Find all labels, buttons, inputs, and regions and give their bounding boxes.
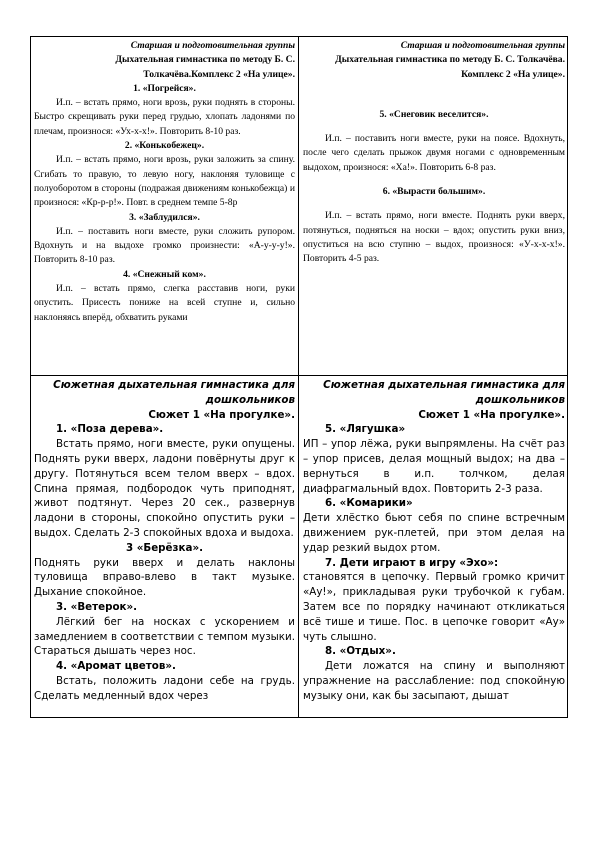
exercise-title: 1. «Погрейся». bbox=[133, 82, 196, 94]
exercise-title: 3 «Берёзка». bbox=[125, 541, 204, 554]
column-divider bbox=[298, 37, 299, 717]
exercise-text: Встать, положить ладони себе на грудь. Сделать медленный вдох через bbox=[34, 674, 295, 702]
exercise-title: 5. «Снеговик веселится». bbox=[379, 108, 489, 120]
cell-bottom-right bbox=[303, 378, 565, 716]
exercise-text: Поднять руки вверх и делать наклоны туловища вправо-влево в такт музыке. Дыхание спокойное. bbox=[34, 556, 295, 599]
method-heading: Дыхательная гимнастика по методу Б. С. Толкачёва. Комплекс 2 «На улице». bbox=[335, 54, 565, 80]
exercise-title: 2. «Конькобежец». bbox=[124, 140, 205, 152]
exercise-text: И.п. – встать прямо, ноги врозь, руки заложить за спину. Сгибать то правую, то левую ногу, наклоняя туловище с полуоборотом в стороны (подражая движениям конькобежца) и произнося: «Кр-р-р!». Повт. в среднем темпе 5-8р bbox=[34, 154, 295, 209]
exercise-title: 4. «Снежный ком». bbox=[123, 268, 206, 280]
subject-heading: Сюжет 1 «На прогулке». bbox=[148, 408, 295, 421]
exercise-text: И.п. – поставить ноги вместе, руки сложить рупором. Вдохнуть и на выдохе громко произнести: «А-у-у-у!». Повторить 8-10 раз. bbox=[34, 225, 295, 266]
section-heading: Сюжетная дыхательная гимнастика для дошкольников bbox=[323, 379, 565, 406]
exercise-text: ИП – упор лёжа, руки выпрямлены. На счёт раз – упор присев, делая мощный выдох; на два – вернуться в и.п. толчком, делая диафрагмальный вдох. Повторить 2-3 раза. bbox=[303, 438, 565, 495]
exercise-table bbox=[30, 36, 568, 718]
exercise-text: становятся в цепочку. Первый громко кричит «Ау!», прикладывая руки трубочкой к губам. Затем все по порядку начинают откликаться всё тише и тише. Пос. в цепочке говорит «Ау» чуть слышно. bbox=[303, 571, 565, 643]
cell-top-left bbox=[34, 39, 295, 373]
subject-heading: Сюжет 1 «На прогулке». bbox=[418, 408, 565, 421]
row-divider bbox=[31, 375, 567, 376]
exercise-text: И.п. – встать прямо, слегка расставив ноги, руки опустить. Присесть пониже на всей ступне и, сильно наклоняясь вперёд, обхватить руками bbox=[34, 283, 295, 323]
exercise-text: И.п. – встать прямо, ноги вместе. Поднять руки вверх, потянуться, подняться на носки – вдох; опустить руки вниз, опуститься на всю ступню – выдох, произнося: «У-х-х-х!». Повторить 4-5 раз. bbox=[303, 210, 565, 265]
exercise-title: 8. «Отдых». bbox=[325, 645, 396, 658]
exercise-text: Лёгкий бег на носках с ускорением и замедлением в соответствии с темпом музыки. Стараться дышать через нос. bbox=[34, 615, 295, 658]
section-heading: Сюжетная дыхательная гимнастика для дошкольников bbox=[53, 379, 295, 406]
cell-bottom-left bbox=[34, 378, 295, 716]
group-heading: Старшая и подготовительная группы bbox=[130, 40, 295, 51]
exercise-title: 4. «Аромат цветов». bbox=[56, 660, 176, 673]
exercise-title: 6. «Комарики» bbox=[325, 497, 413, 510]
group-heading: Старшая и подготовительная группы bbox=[400, 40, 565, 51]
exercise-title: 1. «Поза дерева». bbox=[56, 423, 164, 436]
exercise-title: 5. «Лягушка» bbox=[325, 423, 406, 436]
exercise-title: 7. Дети играют в игру «Эхо»: bbox=[325, 556, 499, 569]
exercise-title: 3. «Ветерок». bbox=[56, 600, 138, 613]
exercise-text: Дети ложатся на спину и выполняют упражнение на расслабление: под спокойную музыку они, как бы засыпают, дышат bbox=[303, 660, 565, 702]
exercise-text: Встать прямо, ноги вместе, руки опущены. Поднять руки вверх, ладони повёрнуты друг к другу. Потянуться всем телом вверх – вдох. Спина прямая, подбородок чуть приподнят, живот подтянут. Через 20 сек., развернув ладони в стороны, спокойно опустить руки – выдох. Сделать 2-3 спокойных вдоха и выдоха. bbox=[34, 438, 295, 539]
exercise-title: 6. «Вырасти большим». bbox=[382, 186, 486, 198]
method-heading: Дыхательная гимнастика по методу Б. С. Толкачёва.Комплекс 2 «На улице». bbox=[115, 54, 295, 80]
exercise-text: И.п. – поставить ноги вместе, руки на поясе. Вдохнуть, после чего сделать прыжок двумя ногами с одновременным выдохом, произнося: «Ха!». Повторить 6-8 раз. bbox=[303, 133, 565, 173]
exercise-text: Дети хлёстко бьют себя по спине встречным движением рук-плетей, при этом делая на удар резкий выдох ртом. bbox=[303, 512, 565, 554]
cell-top-right bbox=[303, 39, 565, 373]
exercise-text: И.п. – встать прямо, ноги врозь, руки поднять в стороны. Быстро скрещивать руки перед грудью, хлопать ладонями по плечам, произнося: «Ух-х-х!». Повторить 8-10 раз. bbox=[34, 97, 295, 137]
exercise-title: 3. «Заблудился». bbox=[129, 211, 200, 223]
